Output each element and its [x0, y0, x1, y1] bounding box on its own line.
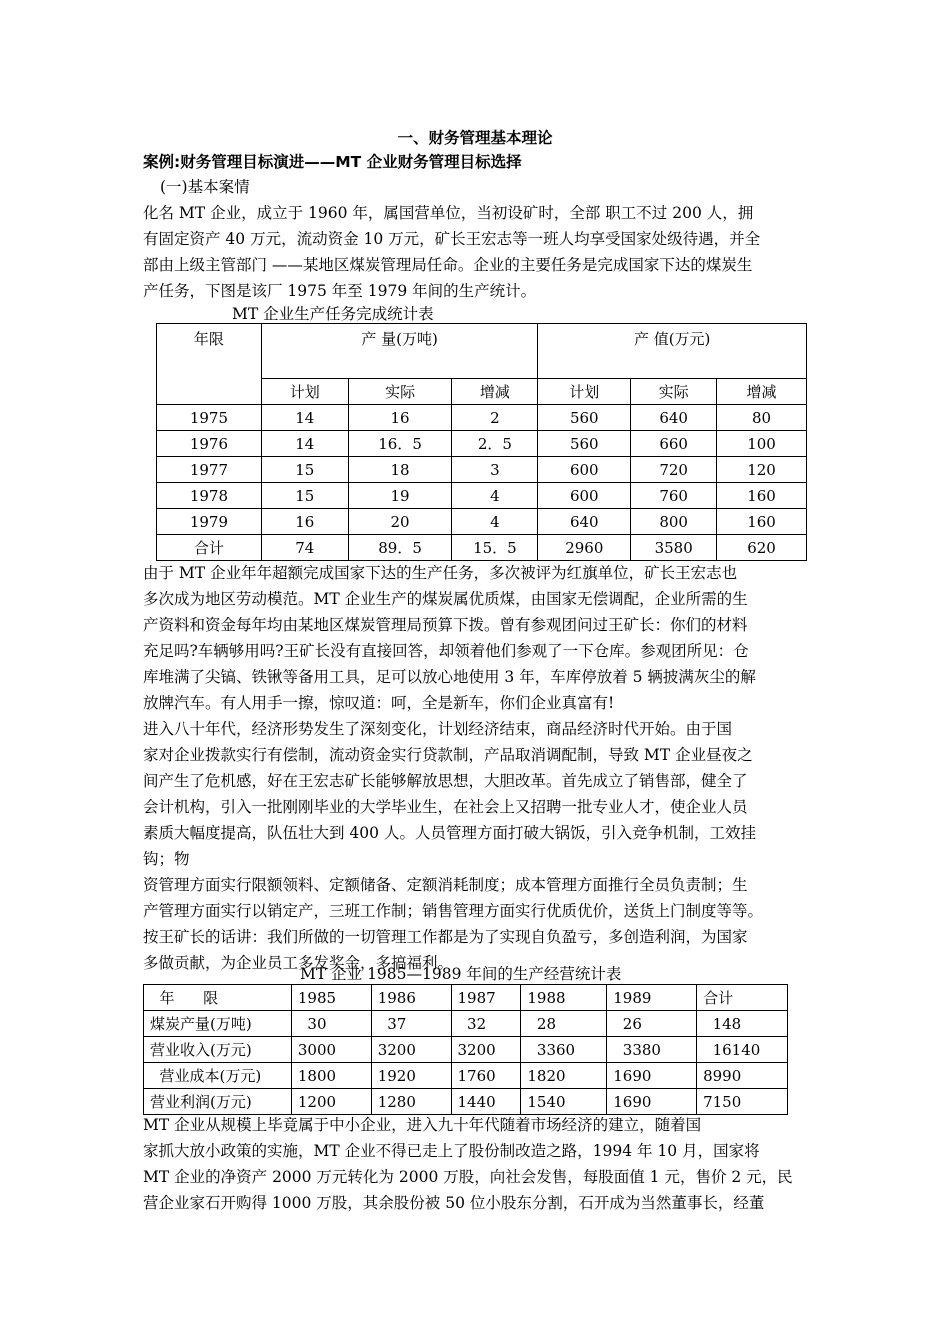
table-cell: 660 — [631, 431, 717, 457]
table-cell: 1760 — [451, 1063, 521, 1089]
table-cell: 720 — [631, 457, 717, 483]
table-cell: 800 — [631, 509, 717, 535]
table-cell: 营业成本(万元) — [144, 1063, 292, 1089]
subheader-cell: 计划 — [261, 379, 348, 405]
table-header-cell: 1989 — [607, 985, 697, 1011]
table-cell: 1280 — [371, 1089, 451, 1115]
table-header-cell: 1987 — [451, 985, 521, 1011]
table-cell: 16．5 — [348, 431, 452, 457]
table-row-total — [157, 535, 807, 561]
subheader-cell: 实际 — [348, 379, 452, 405]
table-cell: 1975 — [157, 405, 262, 431]
para2-line: 产资料和资金每年均由某地区煤炭管理局预算下拨。曾有参观团问过王矿长：你们的材料 — [143, 616, 748, 634]
para3-line: 会计机构，引入一批刚刚毕业的大学毕业生，在社会上又招聘一批专业人才，使企业人员 — [143, 798, 748, 816]
para3-line: 产管理方面实行以销定产，三班工作制；销售管理方面实行优质优价，送货上门制度等等。 — [143, 902, 764, 920]
table-cell: 80 — [717, 405, 807, 431]
table-cell: 1690 — [607, 1063, 697, 1089]
table-cell: 3200 — [371, 1037, 451, 1063]
table-cell: 148 — [697, 1011, 788, 1037]
table-cell: 3 — [452, 457, 538, 483]
para3-line: 家对企业拨款实行有偿制，流动资金实行贷款制，产品取消调配制，导致 MT 企业昼夜之 — [143, 746, 753, 764]
table-cell: 1976 — [157, 431, 262, 457]
table-cell: 煤炭产量(万吨) — [144, 1011, 292, 1037]
table-cell: 89．5 — [348, 535, 452, 561]
table-cell: 2 — [452, 405, 538, 431]
para2-line: 由于 MT 企业年年超额完成国家下达的生产任务，多次被评为红旗单位，矿长王宏志也 — [143, 564, 738, 582]
table-cell: 37 — [371, 1011, 451, 1037]
para1-line: 有固定资产 40 万元，流动资金 10 万元，矿长王宏志等一班人均享受国家处级待遇，并全 — [143, 230, 761, 248]
para3-line: 按王矿长的话讲：我们所做的一切管理工作都是为了实现自负盈亏，多创造利润，为国家 — [143, 928, 748, 946]
case-heading — [143, 150, 522, 172]
table-cell: 16 — [261, 509, 348, 535]
table-cell: 2960 — [538, 535, 631, 561]
para3-line: 资管理方面实行限额领料、定额储备、定额消耗制度；成本管理方面推行全员负责制；生 — [143, 876, 748, 894]
table-cell: 18 — [348, 457, 452, 483]
table-cell: 15．5 — [452, 535, 538, 561]
table-cell: 3000 — [291, 1037, 371, 1063]
table-cell: 4 — [452, 509, 538, 535]
para3-line: 间产生了危机感，好在王宏志矿长能够解放思想，大胆改革。首先成立了销售部，健全了 — [143, 772, 748, 790]
table-cell: 4 — [452, 483, 538, 509]
table-cell: 16140 — [697, 1037, 788, 1063]
table-cell: 16 — [348, 405, 452, 431]
table-cell: 560 — [538, 431, 631, 457]
para2-line: 库堆满了尖镐、铁锹等备用工具，足可以放心地使用 3 年，车库停放着 5 辆披满灰尘的解 — [143, 668, 756, 686]
para3-line: 素质大幅度提高，队伍壮大到 400 人。人员管理方面打破大锅饭，引入竞争机制，工效挂 — [143, 824, 756, 842]
table-cell: 1920 — [371, 1063, 451, 1089]
table-cell: 1540 — [521, 1089, 607, 1115]
table-cell: 1200 — [291, 1089, 371, 1115]
table-cell: 8990 — [697, 1063, 788, 1089]
subheader-cell: 计划 — [538, 379, 631, 405]
table-cell: 20 — [348, 509, 452, 535]
table-cell: 3360 — [521, 1037, 607, 1063]
table-cell: 28 — [521, 1011, 607, 1037]
header-value: 产 值(万元) — [538, 324, 807, 379]
table-cell: 640 — [631, 405, 717, 431]
page-title: 一、财务管理基本理论 — [397, 129, 553, 147]
table-cell: 2．5 — [452, 431, 538, 457]
table-cell: 7150 — [697, 1089, 788, 1115]
para4-line: MT 企业的净资产 2000 万元转化为 2000 万股，向社会发售，每股面值 1 元，售价 2 元，民 — [143, 1168, 793, 1186]
table-row — [144, 1011, 788, 1037]
table-cell: 1979 — [157, 509, 262, 535]
table-row — [157, 483, 807, 509]
table1-caption: MT 企业生产任务完成统计表 — [232, 305, 434, 323]
table-cell: 3580 — [631, 535, 717, 561]
table-cell: 营业收入(万元) — [144, 1037, 292, 1063]
table-cell: 26 — [607, 1011, 697, 1037]
table-cell: 30 — [291, 1011, 371, 1037]
subheader-cell: 增减 — [452, 379, 538, 405]
table-cell: 1690 — [607, 1089, 697, 1115]
para3-line: 多做贡献，为企业员工多发奖金，多搞福利。 — [143, 954, 454, 972]
para3-line: 进入八十年代，经济形势发生了深刻变化，计划经济结束，商品经济时代开始。由于国 — [143, 720, 733, 738]
production-table — [156, 323, 807, 561]
case-title: :财务管理目标演进——MT 企业财务管理目标选择 — [174, 153, 522, 171]
subheader-cell: 实际 — [631, 379, 717, 405]
table-header-cell: 1986 — [371, 985, 451, 1011]
table-cell: 600 — [538, 457, 631, 483]
para4-line: MT 企业从规模上毕竟属于中小企业，进入九十年代随着市场经济的建立，随着国 — [143, 1116, 702, 1134]
table-row — [157, 509, 807, 535]
case-label: 案例 — [143, 153, 175, 171]
table-header-cell: 1988 — [521, 985, 607, 1011]
para3-line: 钩；物 — [143, 850, 190, 868]
table-cell: 1977 — [157, 457, 262, 483]
table-cell: 1978 — [157, 483, 262, 509]
table-cell: 620 — [717, 535, 807, 561]
table-cell: 营业利润(万元) — [144, 1089, 292, 1115]
table-cell: 15 — [261, 483, 348, 509]
table-header-row — [144, 985, 788, 1011]
table-cell: 160 — [717, 483, 807, 509]
table-header-cell: 1985 — [291, 985, 371, 1011]
table-cell: 合计 — [157, 535, 262, 561]
para1-line: 化名 MT 企业，成立于 1960 年，属国营单位，当初设矿时，全部 职工不过 200 人，拥 — [143, 204, 754, 222]
table-cell: 1800 — [291, 1063, 371, 1089]
table-cell: 15 — [261, 457, 348, 483]
table2-caption: MT 企业 1985—1989 年间的生产经营统计表 — [300, 965, 622, 983]
table-row — [157, 405, 807, 431]
table-cell: 14 — [261, 405, 348, 431]
para4-line: 家抓大放小政策的实施，MT 企业不得已走上了股份制改造之路，1994 年 10 月，国家将 — [143, 1142, 760, 1160]
table-cell: 120 — [717, 457, 807, 483]
table-cell: 160 — [717, 509, 807, 535]
table-cell: 100 — [717, 431, 807, 457]
para4-line: 营企业家石开购得 1000 万股，其余股份被 50 位小股东分割，石开成为当然董事长，经董 — [143, 1194, 765, 1212]
header-output: 产 量(万吨) — [261, 324, 538, 379]
table-cell: 32 — [451, 1011, 521, 1037]
table-header-cell: 合计 — [697, 985, 788, 1011]
table-cell: 14 — [261, 431, 348, 457]
para2-line: 充足吗?车辆够用吗?王矿长没有直接回答，却领着他们参观了一下仓库。参观团所见：仓 — [143, 642, 749, 660]
table-row — [157, 431, 807, 457]
subheader-cell: 增减 — [717, 379, 807, 405]
table-cell: 1820 — [521, 1063, 607, 1089]
para1-line: 部由上级主管部门 ——某地区煤炭管理局任命。企业的主要任务是完成国家下达的煤炭生 — [143, 256, 753, 274]
header-year: 年限 — [157, 324, 262, 405]
para2-line: 多次成为地区劳动模范。MT 企业生产的煤炭属优质煤，由国家无偿调配，企业所需的生 — [143, 590, 748, 608]
para2-line: 放牌汽车。有人用手一擦，惊叹道：呵，全是新车，你们企业真富有! — [143, 694, 615, 712]
table-row — [144, 1037, 788, 1063]
table-cell: 600 — [538, 483, 631, 509]
table-cell: 1440 — [451, 1089, 521, 1115]
table-cell: 19 — [348, 483, 452, 509]
table-cell: 640 — [538, 509, 631, 535]
table-header-cell: 年 限 — [144, 985, 292, 1011]
para1-line: 产任务，下图是该厂 1975 年至 1979 年间的生产统计。 — [143, 282, 537, 300]
table-cell: 3200 — [451, 1037, 521, 1063]
table-cell: 74 — [261, 535, 348, 561]
table-row — [144, 1089, 788, 1115]
table-row — [144, 1063, 788, 1089]
table-cell: 760 — [631, 483, 717, 509]
operations-table — [143, 984, 788, 1115]
section-heading: (一)基本案情 — [160, 178, 250, 196]
table-cell: 3380 — [607, 1037, 697, 1063]
table-cell: 560 — [538, 405, 631, 431]
table-row — [157, 457, 807, 483]
